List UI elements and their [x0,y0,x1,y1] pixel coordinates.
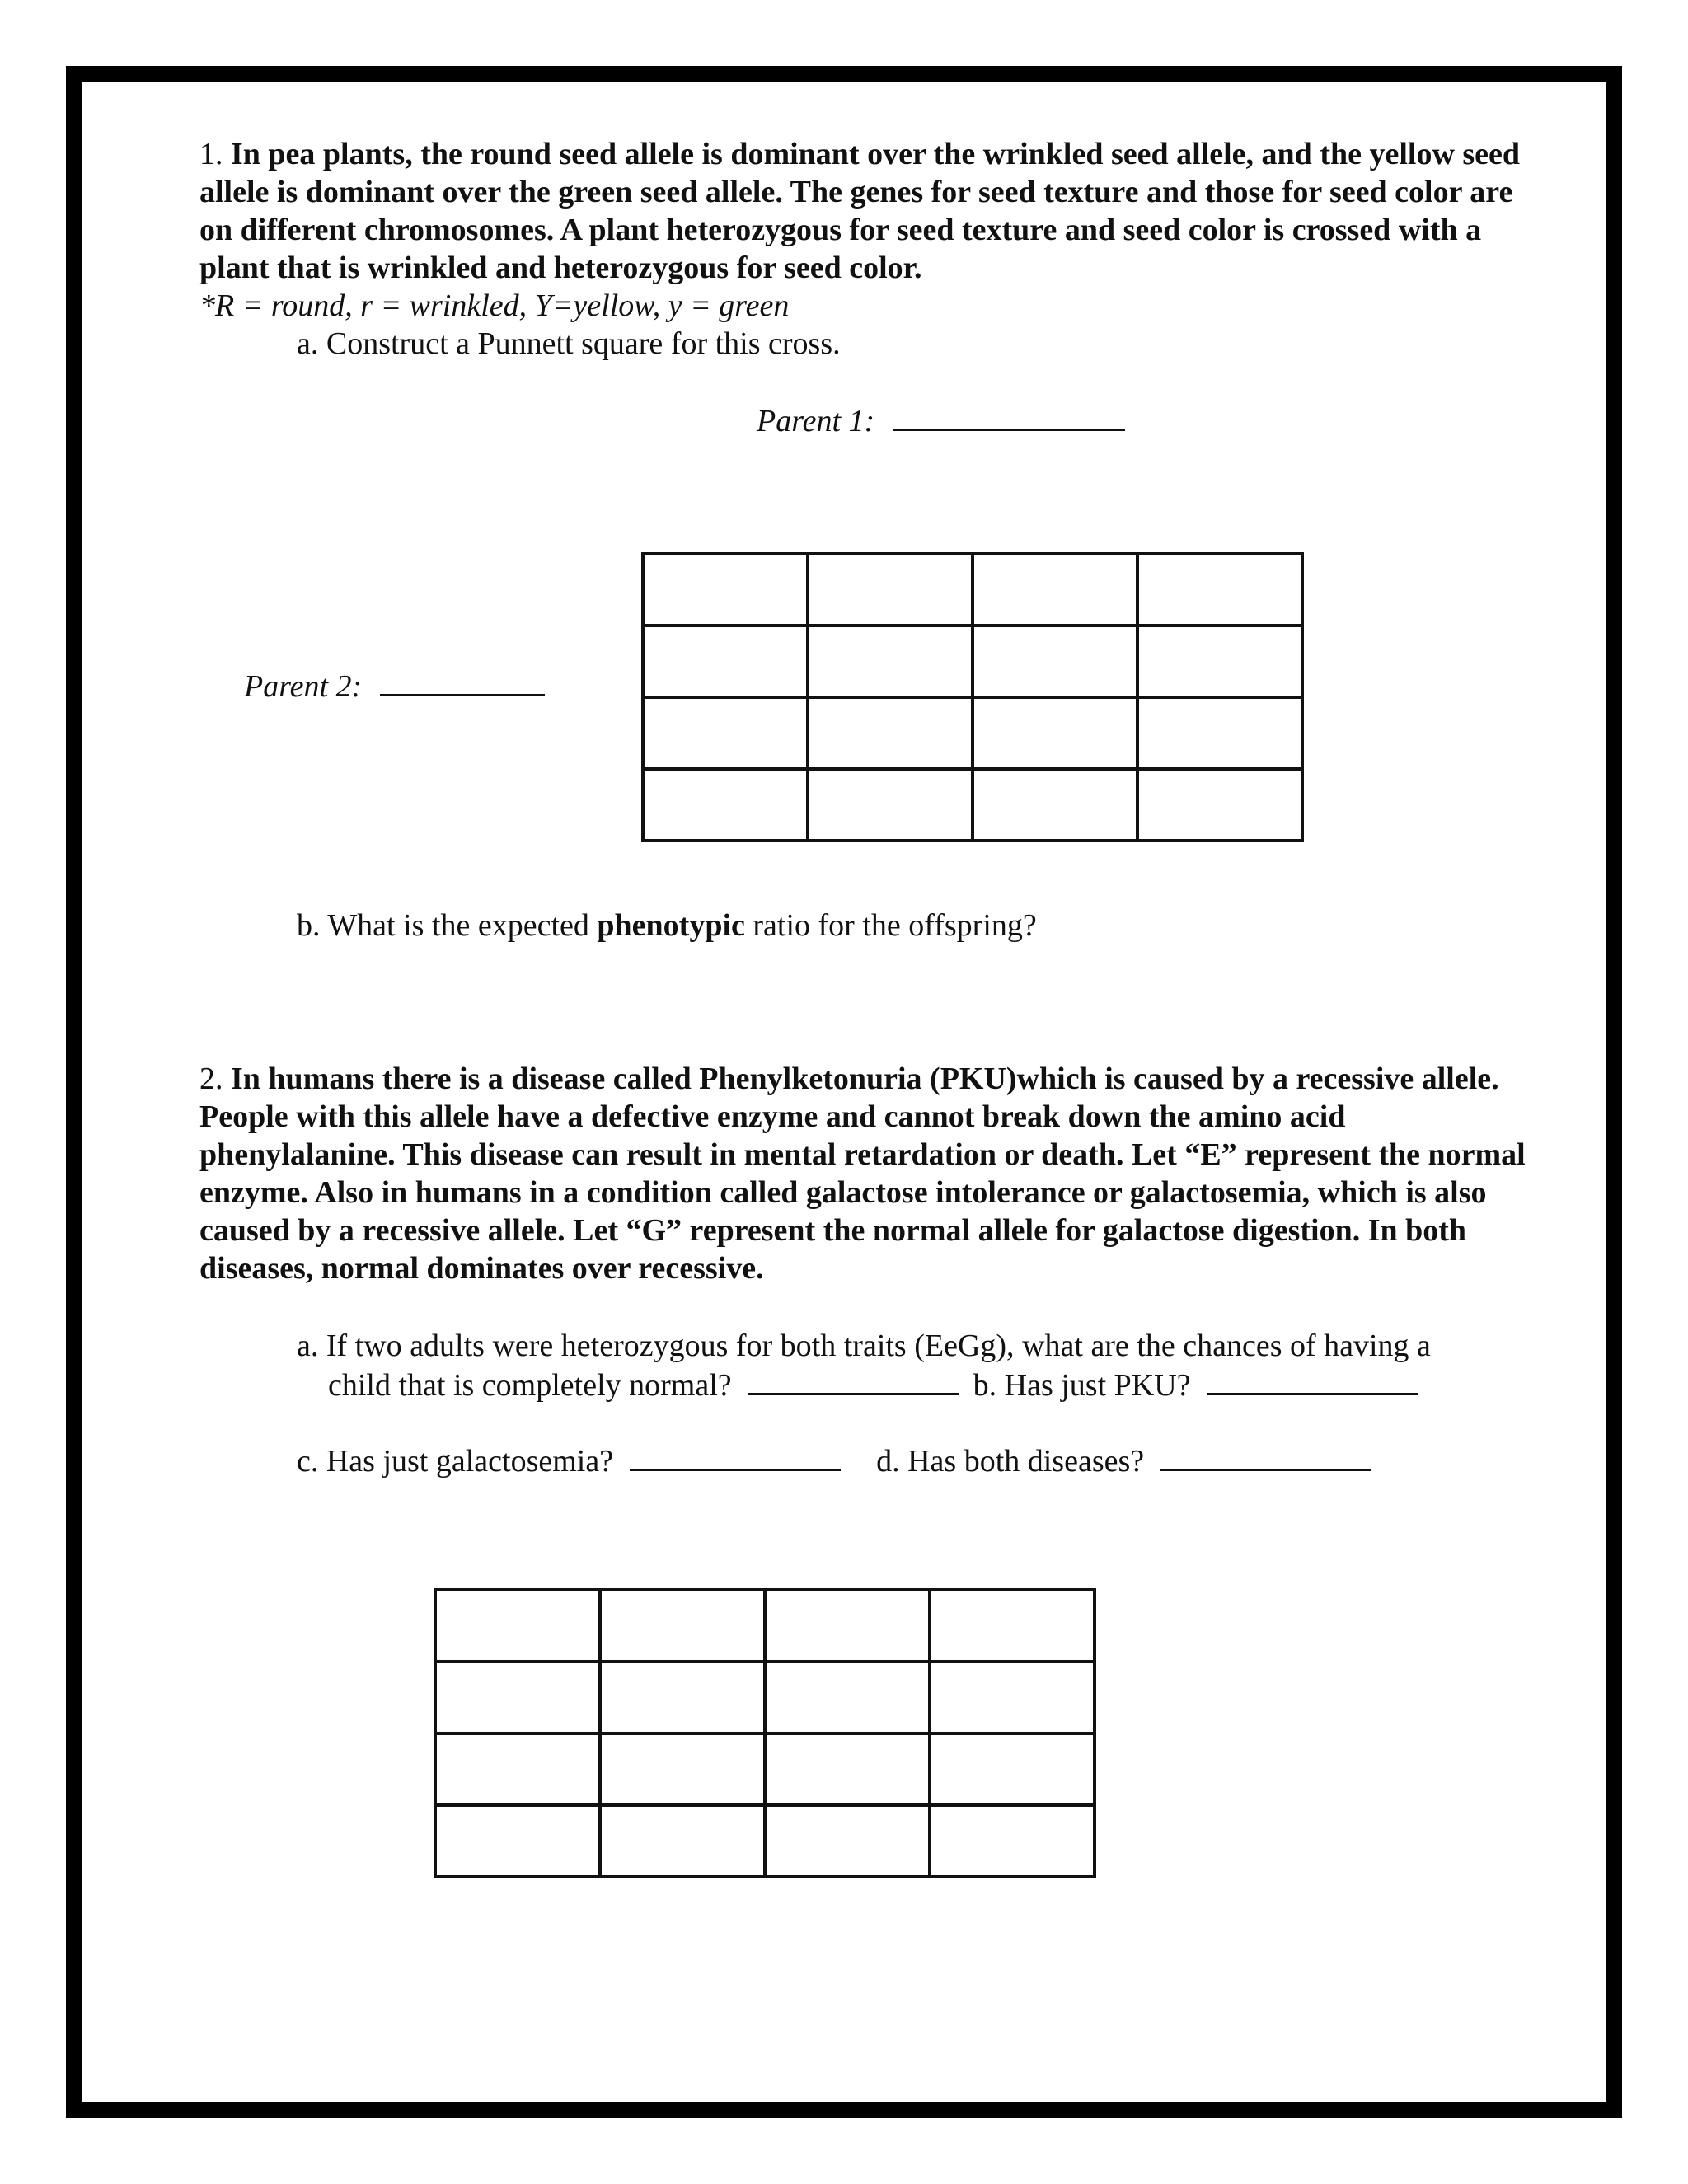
punnett-cell[interactable] [435,1661,600,1733]
punnett-cell[interactable] [600,1805,765,1877]
punnett-cell[interactable] [765,1733,930,1805]
question-2-text [199,1060,1526,1287]
parent-1-label-text: Parent 1: [757,404,875,438]
question-2a-line1: a. If two adults were heterozygous for both traits (EeGg), what are the chances of having a [297,1329,1431,1363]
question-2cd [297,1441,1372,1480]
punnett-cell[interactable] [600,1733,765,1805]
punnett-cell[interactable] [600,1661,765,1733]
punnett-cell[interactable] [973,769,1137,841]
punnett-cell[interactable] [1137,626,1302,697]
table-row [435,1590,1095,1661]
punnett-cell[interactable] [930,1805,1095,1877]
question-2-number: 2. [199,1062,223,1096]
parent-2-blank[interactable] [380,666,545,696]
question-1b [297,907,1037,944]
allele-key: *R = round, r = wrinkled, Y=yellow, y = green [199,288,790,323]
question-2a-line2 [328,1365,1418,1404]
question-2b-text: b. Has just PKU? [973,1368,1191,1403]
answer-2c-blank[interactable] [630,1441,841,1471]
question-1-text [199,135,1526,287]
punnett-cell[interactable] [808,697,973,769]
question-1b-post: ratio for the offspring? [744,908,1037,943]
punnett-cell[interactable] [973,697,1137,769]
question-1-body: In pea plants, the round seed allele is dominant over the wrinkled seed allele, and the yellow seed allele is dominant over the green seed allele. The genes for seed texture and those for seed color are on different chromosomes. A plant heterozygous for seed texture and seed color is crossed with a plant that is wrinkled and heterozygous for seed color. [199,137,1521,285]
punnett-cell[interactable] [1137,554,1302,626]
punnett-square-1 [641,552,1304,842]
question-2c-text: c. Has just galactosemia? [297,1444,614,1479]
punnett-cell[interactable] [643,697,808,769]
punnett-cell[interactable] [808,769,973,841]
parent-1-blank[interactable] [893,401,1125,431]
punnett-cell[interactable] [435,1590,600,1661]
table-row [435,1661,1095,1733]
question-1b-pre: b. What is the expected [297,908,598,943]
punnett-cell[interactable] [435,1733,600,1805]
punnett-cell[interactable] [765,1661,930,1733]
answer-2b-blank[interactable] [1207,1365,1418,1395]
parent-1-label [757,401,1125,440]
table-row [435,1805,1095,1877]
question-1b-emphasis: phenotypic [597,908,745,943]
punnett-cell[interactable] [643,626,808,697]
parent-2-label-text: Parent 2: [244,669,363,704]
punnett-cell[interactable] [973,554,1137,626]
question-1a: a. Construct a Punnett square for this cross. [297,326,841,361]
punnett-cell[interactable] [600,1590,765,1661]
answer-2a-blank[interactable] [748,1365,959,1395]
question-2a-text: child that is completely normal? [328,1368,732,1403]
punnett-cell[interactable] [1137,769,1302,841]
punnett-cell[interactable] [973,626,1137,697]
punnett-cell[interactable] [808,626,973,697]
table-row [643,697,1302,769]
punnett-square-2 [434,1588,1096,1878]
punnett-cell[interactable] [643,554,808,626]
punnett-cell[interactable] [930,1733,1095,1805]
punnett-cell[interactable] [808,554,973,626]
punnett-cell[interactable] [930,1661,1095,1733]
question-2d-text: d. Has both diseases? [876,1444,1145,1479]
punnett-cell[interactable] [930,1590,1095,1661]
table-row [643,769,1302,841]
answer-2d-blank[interactable] [1160,1441,1372,1471]
parent-2-label [244,666,545,705]
punnett-cell[interactable] [765,1590,930,1661]
table-row [435,1733,1095,1805]
table-row [643,554,1302,626]
punnett-cell[interactable] [643,769,808,841]
punnett-cell[interactable] [1137,697,1302,769]
question-1-number: 1. [199,137,223,171]
table-row [643,626,1302,697]
punnett-cell[interactable] [435,1805,600,1877]
question-2-body: In humans there is a disease called Phenylketonuria (PKU)which is caused by a recessive allele. People with this allele have a defective enzyme and cannot break down the amino acid phenylalanine. This disease can result in mental retardation or death. Let “E” represent the normal enzyme. Also in humans in a condition called galactose intolerance or galactosemia, which is also caused by a recessive allele. Let “G” represent the normal allele for galactose digestion. In both diseases, normal dominates over recessive. [199,1062,1526,1286]
punnett-cell[interactable] [765,1805,930,1877]
